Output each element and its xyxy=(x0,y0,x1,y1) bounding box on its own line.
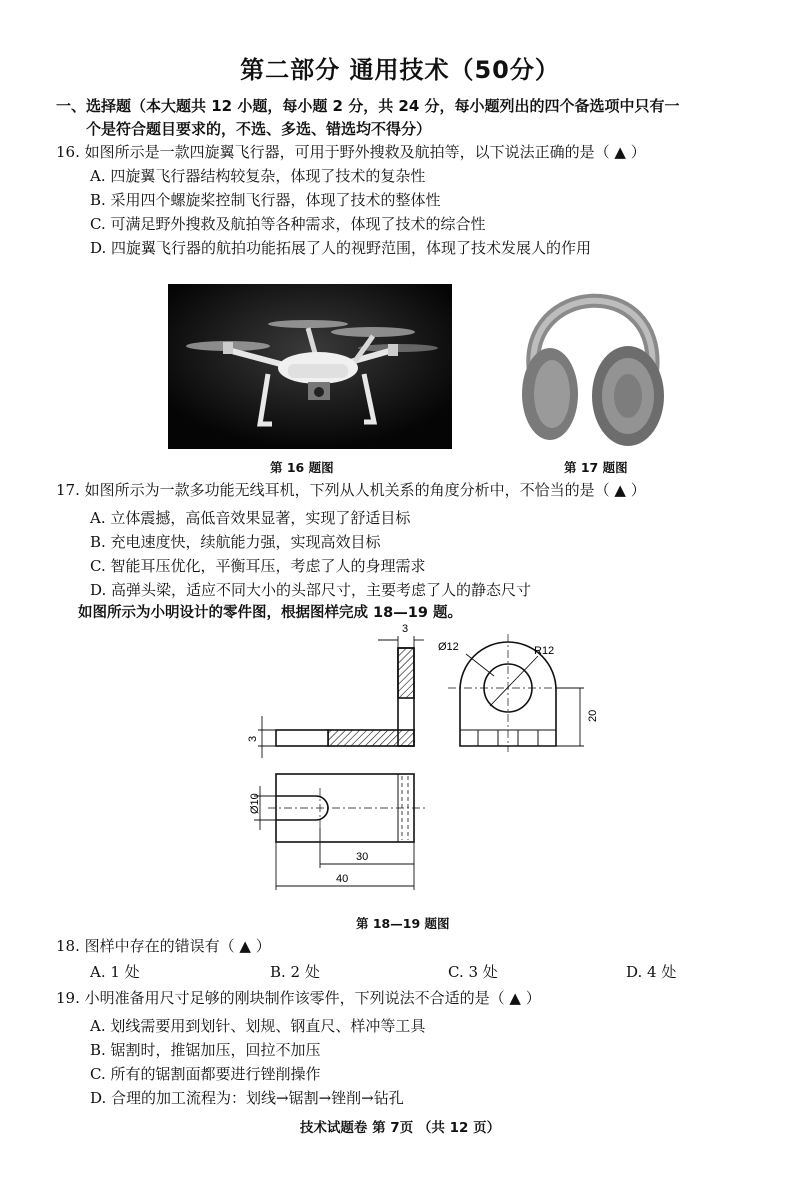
q16-option-a: A. 四旋翼飞行器结构较复杂，体现了技术的复杂性 xyxy=(90,167,426,185)
q19-option-d: D. 合理的加工流程为：划线→锯割→锉削→钻孔 xyxy=(90,1089,404,1107)
q16-option-b: B. 采用四个螺旋桨控制飞行器，体现了技术的整体性 xyxy=(90,191,441,209)
dim-r12: R12 xyxy=(534,645,555,657)
q18-option-d: D. 4 处 xyxy=(626,963,677,981)
q17-stem: 17. 如图所示为一款多功能无线耳机，下列从人机关系的角度分析中，不恰当的是（ ▲ ） xyxy=(56,481,646,499)
q17-option-d: D. 高弹头梁，适应不同大小的头部尺寸，主要考虑了人的静态尺寸 xyxy=(90,581,532,599)
q16-option-c: C. 可满足野外搜救及航拍等各种需求，体现了技术的综合性 xyxy=(90,215,486,233)
dim-3-top: 3 xyxy=(402,623,409,635)
dim-phi10: Ø10 xyxy=(249,793,261,814)
fig18-19-caption: 第 18—19 题图 xyxy=(356,916,450,931)
q18-stem: 18. 图样中存在的错误有（ ▲ ） xyxy=(56,937,271,955)
q17-option-b: B. 充电速度快，续航能力强，实现高效目标 xyxy=(90,533,381,551)
q19-option-c: C. 所有的锯割面都要进行锉削操作 xyxy=(90,1065,321,1083)
fig17-caption: 第 17 题图 xyxy=(564,460,628,475)
dim-40: 40 xyxy=(336,873,349,885)
q18-option-a: A. 1 处 xyxy=(90,963,140,981)
section-heading-line2: 个是符合题目要求的，不选、多选、错选均不得分） xyxy=(86,120,432,138)
q16-option-d: D. 四旋翼飞行器的航拍功能拓展了人的视野范围，体现了技术发展人的作用 xyxy=(90,239,592,257)
part-drawing xyxy=(238,618,598,908)
page-title: 第二部分 通用技术（50分） xyxy=(240,56,560,84)
q17-option-a: A. 立体震撼，高低音效果显著，实现了舒适目标 xyxy=(90,509,411,527)
q19-option-b: B. 锯割时，推锯加压，回拉不加压 xyxy=(90,1041,321,1059)
q18-option-c: C. 3 处 xyxy=(448,963,498,981)
page-footer: 技术试题卷 第 7页 （共 12 页） xyxy=(299,1120,501,1136)
fig16-caption: 第 16 题图 xyxy=(270,460,334,475)
q16-stem: 16. 如图所示是一款四旋翼飞行器，可用于野外搜救及航拍等，以下说法正确的是（ ▲ ） xyxy=(56,143,646,161)
dim-3-left: 3 xyxy=(247,735,259,742)
dim-phi12: Ø12 xyxy=(438,641,459,653)
q17-option-c: C. 智能耳压优化，平衡耳压，考虑了人的身理需求 xyxy=(90,557,426,575)
headphone-image xyxy=(512,262,672,452)
section-heading-line1: 一、选择题（本大题共 12 小题，每小题 2 分，共 24 分，每小题列出的四个备选项中只有一 xyxy=(56,97,680,115)
dim-20: 20 xyxy=(587,709,598,722)
q19-stem: 19. 小明准备用尺寸足够的刚块制作该零件，下列说法不合适的是（ ▲ ） xyxy=(56,989,541,1007)
q18-option-b: B. 2 处 xyxy=(270,963,320,981)
dim-30: 30 xyxy=(356,851,369,863)
q19-option-a: A. 划线需要用到划针、划规、钢直尺、样冲等工具 xyxy=(90,1017,426,1035)
intro-18-19: 如图所示为小明设计的零件图，根据图样完成 18—19 题。 xyxy=(78,605,462,621)
front-view xyxy=(276,648,414,746)
drone-image xyxy=(168,284,452,449)
